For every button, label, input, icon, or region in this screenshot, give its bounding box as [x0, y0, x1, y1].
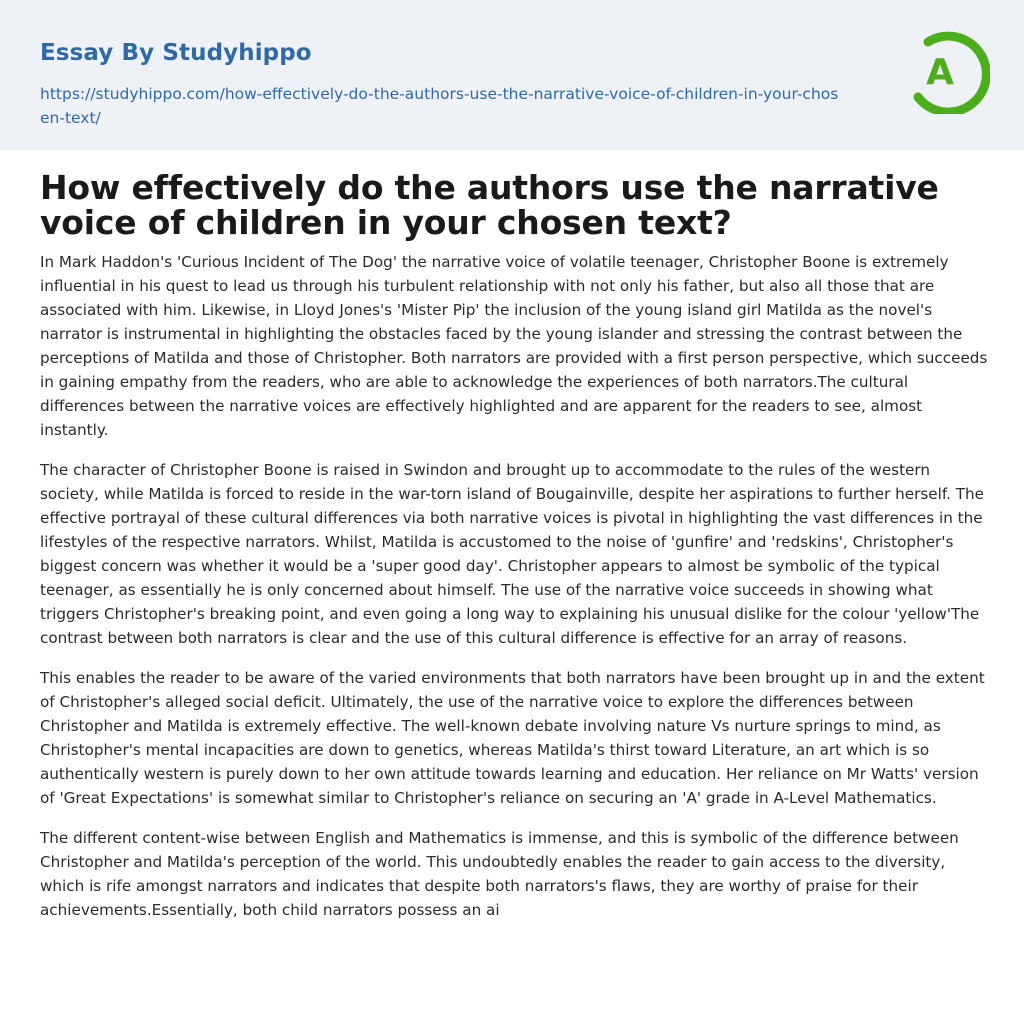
site-header: [0, 0, 1024, 150]
article-paragraph: This enables the reader to be aware of the varied environments that both narrators have been brought up in and the extent of Christopher's alleged social deficit. Ultimately, the use of the narrative voice to explore the differences between Christopher and Matilda is extremely effective. The well-known debate involving nature Vs nurture springs to mind, as Christopher's mental incapacities are down to genetics, whereas Matilda's thirst toward Literature, an art which is so authentically western is purely down to her own attitude towards learning and education. Her reliance on Mr Watts' version of 'Great Expectations' is somewhat similar to Christopher's reliance on securing an 'A' grade in A-Level Mathematics.: [40, 669, 985, 807]
article-paragraph: In Mark Haddon's 'Curious Incident of The Dog' the narrative voice of volatile teenager, Christopher Boone is extremely influential in his quest to lead us through his turbulent relationship with not only his father, but also all those that are associated with him. Likewise, in Lloyd Jones's 'Mister Pip' the inclusion of the young island girl Matilda as the novel's narrator is instrumental in highlighting the obstacles faced by the young islander and stressing the contrast between the perceptions of Matilda and those of Christopher. Both narrators are provided with a first person perspective, which succeeds in gaining empathy from the readers, who are able to acknowledge the experiences of both narrators.The cultural differences between the narrative voices are effectively highlighted and are apparent for the readers to see, almost instantly.: [40, 253, 988, 439]
logo-letter: A: [926, 52, 954, 93]
article: [40, 170, 990, 938]
source-url-link[interactable]: https://studyhippo.com/how-effectively-do-the-authors-use-the-narrative-voice-of-children-in-your-chosen-text/: [40, 85, 839, 127]
studyhippo-logo[interactable]: [906, 28, 990, 114]
article-paragraph: The character of Christopher Boone is raised in Swindon and brought up to accommodate to the rules of the western society, while Matilda is forced to reside in the war-torn island of Bougainville, despite her aspirations to further herself. The effective portrayal of these cultural differences via both narrative voices is pivotal in highlighting the vast differences in the lifestyles of the respective narrators. Whilst, Matilda is accustomed to the noise of 'gunfire' and 'redskins', Christopher's biggest concern was whether it would be a 'super good day'. Christopher appears to almost be symbolic of the typical teenager, as essentially he is only concerned about himself. The use of the narrative voice succeeds in showing what triggers Christopher's breaking point, and even going a long way to explaining his unusual dislike for the colour 'yellow'The contrast between both narrators is clear and the use of this cultural difference is effective for an array of reasons.: [40, 461, 984, 647]
article-title: How effectively do the authors use the narrative voice of children in your chosen text?: [40, 168, 939, 242]
site-brand[interactable]: Essay By Studyhippo: [40, 40, 312, 66]
article-paragraph: The different content-wise between English and Mathematics is immense, and this is symbolic of the difference between Christopher and Matilda's perception of the world. This undoubtedly enables the reader to gain access to the diversity, which is rife amongst narrators and indicates that despite both narrators's flaws, they are worthy of praise for their achievements.Essentially, both child narrators possess an ai: [40, 829, 959, 919]
